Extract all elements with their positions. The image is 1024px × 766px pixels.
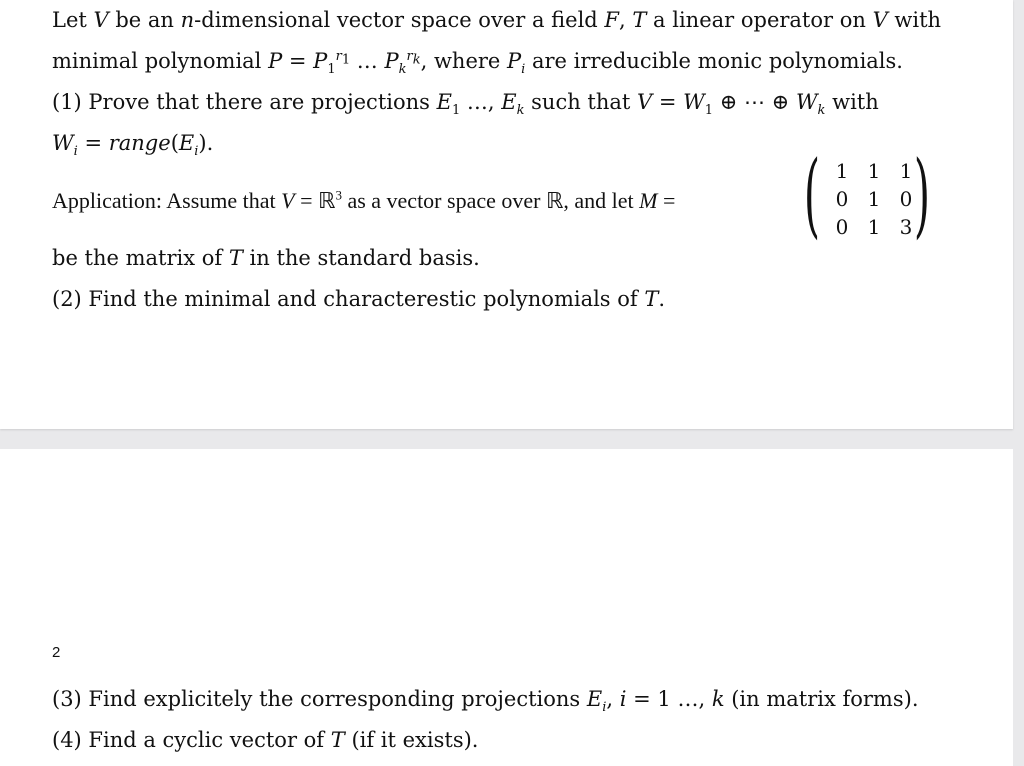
question-4: (4) Find a cyclic vector of T (if it exists). <box>52 728 479 752</box>
question-2: (2) Find the minimal and characterestic polynomials of T. <box>52 287 666 311</box>
matrix-m <box>800 141 938 248</box>
matrix-cell: 1 <box>867 187 881 211</box>
problem-line-1: Let V be an n-dimensional vector space over a field F, T a linear operator on V with <box>52 8 942 32</box>
matrix-cell: 1 <box>867 159 881 183</box>
matrix-cell: 0 <box>835 187 849 211</box>
matrix-cell: 0 <box>835 215 849 239</box>
application-line: Application: Assume that V = ℝ$^3$ as a vector space over ℝ, and let M = <box>52 187 676 213</box>
matrix-cell: 1 <box>899 159 913 183</box>
question-1: (1) Prove that there are projections $E_1$ …, $E_k$ such that $V = W_1$ ⊕ ⋯ ⊕ $W_k$ with <box>52 90 879 119</box>
right-paren: ) <box>913 141 931 248</box>
matrix-cell: 0 <box>899 187 913 211</box>
problem-line-6: be the matrix of T in the standard basis. <box>52 246 480 270</box>
left-paren: ( <box>803 141 821 248</box>
matrix-grid <box>826 157 922 241</box>
question-3: (3) Find explicitely the corresponding projections $E_i$, i = 1 …, k (in matrix forms). <box>52 687 919 716</box>
matrix-cell: 1 <box>835 159 849 183</box>
page-2 <box>0 449 1013 766</box>
problem-line-2: minimal polynomial $P = P_1^{r_1}$ … $P_k^{r_k}$, where $P_i$ are irreducible monic polynomials. <box>52 49 903 78</box>
question-1-continued: $W_i$ = $range(E_i)$. <box>52 131 214 160</box>
matrix-cell: 3 <box>899 215 913 239</box>
page-number: 2 <box>52 644 61 661</box>
matrix-cell: 1 <box>867 215 881 239</box>
